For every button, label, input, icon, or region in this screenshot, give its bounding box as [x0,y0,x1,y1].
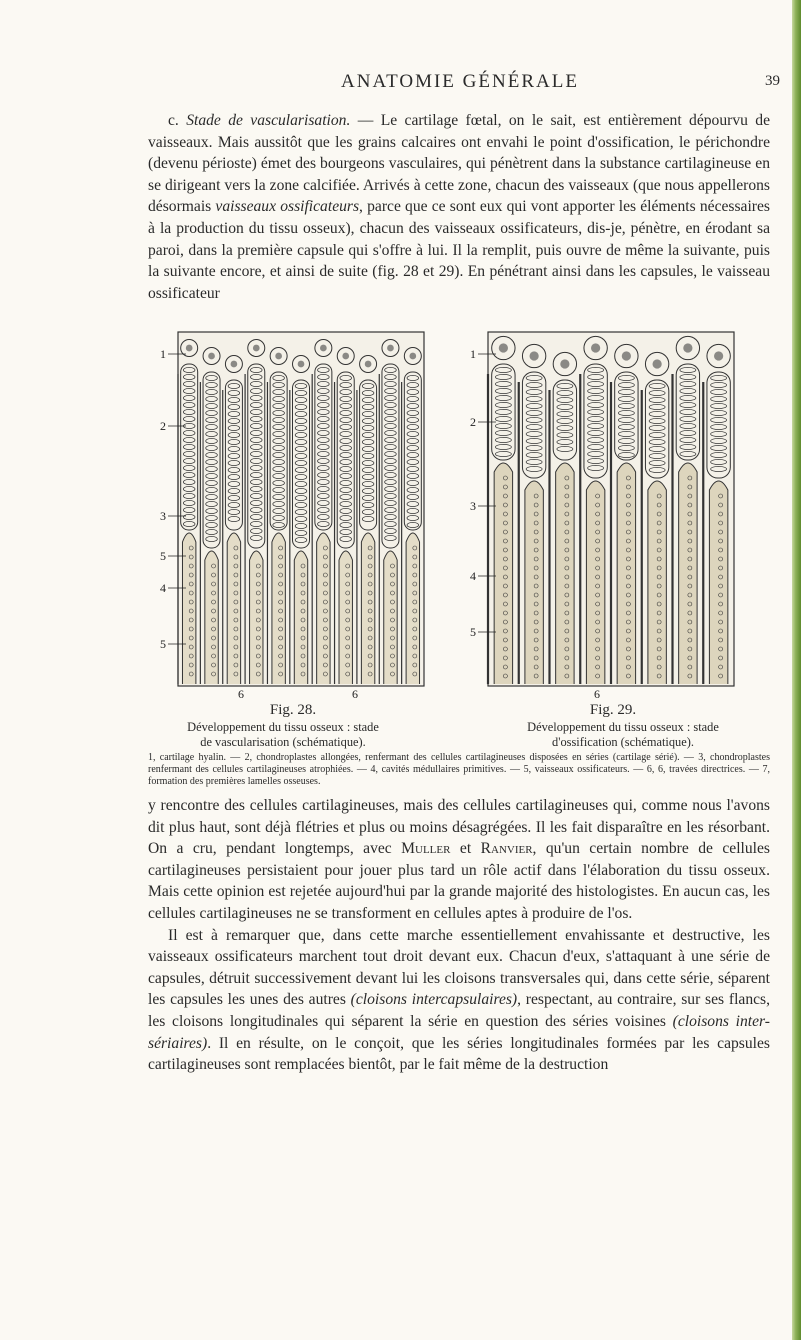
figure-reference-label: 6 [352,687,358,700]
ossifying-vessel [525,481,543,684]
paragraph-3-text-a: Il est à remarquer que, dans cette marche essentiellement envahissante et destructive, les vaisseaux ossificateurs marchent tout droit devant eux. Chacun d'eux, s'attaquant à une série de capsules, détruit successivement devant lui les cloisons transversales qui, dans cette série, séparent les capsules les unes des autres [148,926,770,1009]
cell-nucleus [530,351,539,360]
cell-nucleus [186,345,193,352]
page-number: 39 [765,73,780,89]
section-label: c. [168,112,179,129]
author-muller: Muller [401,840,451,858]
cell-nucleus [714,351,723,360]
paragraph-1-text-b: , parce que ce sont eux qui vont apporter les éléments nécessaires à la production du tissu osseux), chacun des vaisseaux ossificateurs, dis-je, pénètre, en érodant sa paroi, dans la première capsule qui s'offre à lui. Il la remplit, puis ouvre de même la suivante, puis la suivante encore, et ainsi de suite (fig. 28 et 29). En pénétrant ainsi dans les capsules, le vaisseau ossificateur [148,198,770,302]
cell-nucleus [499,343,508,352]
paragraph-1 [148,110,770,304]
figure-29-caption-line-1: Développement du tissu osseux : stade [527,720,719,734]
figure-reference-label: 5 [160,637,166,651]
ossifying-vessel [272,533,285,684]
cell-nucleus [683,343,692,352]
cell-nucleus [231,361,238,368]
body-text-continued [148,795,770,1076]
cell-nucleus [387,345,394,352]
figure-28-illustration [156,330,426,700]
paragraph-3-text-c: . Il en résulte, on le conçoit, que les séries longitudinales formées par les capsules cartilagineuses sont remplacées bientôt, par le fait même de la destruction [148,1034,770,1074]
term-cloisons-interseriaires: (cloisons inter-sériaires) [148,1012,770,1052]
figure-reference-label: 1 [470,347,476,361]
paragraph-2 [148,795,770,925]
figure-legend: 1, cartilage hyalin. — 2, chondroplastes allongées, renfermant des cellules cartilagineuses disposées en séries (cartilage sérié). — 3, chondroplastes renfermant des cellules cartilagineuses atrophiées. — 4, cavités médullaires primitives. — 5, vaisseaux ossificateurs. — 6, 6, travées directrices. — 7, formation des premières lamelles osseuses. [148,752,770,787]
figure-29-caption-line-2: d'ossification (schématique). [552,735,694,749]
figure-reference-label: 3 [470,499,476,513]
figure-28-caption-line-2: de vascularisation (schématique). [200,735,366,749]
cell-nucleus [622,351,631,360]
running-title: ANATOMIE GÉNÉRALE [341,71,579,92]
figure-reference-label: 1 [160,347,166,361]
cell-nucleus [298,361,305,368]
paragraph-3 [148,925,770,1076]
paragraph-2-text-b: et [450,840,481,858]
paragraph-2-text-c: , qu'un certain nombre de cellules cartilagineuses persistaient pour jouer plus tard un rôle actif dans l'élaboration du tissu osseux. Mais cette opinion est rejetée aujourd'hui par la grande majorité des histologistes. En aucun cas, les cellules cartilagineuses ne se transforment en cellules aptes à produire de l'os. [148,840,770,922]
ossifying-vessel [317,533,330,684]
figure-29-illustration [466,330,736,700]
figure-reference-label: 5 [470,625,476,639]
figure-reference-label: 5 [160,549,166,563]
cell-nucleus [320,345,327,352]
cell-nucleus [342,353,349,360]
term-cloisons-intercapsulaires: (cloisons intercapsulaires) [350,991,518,1009]
paragraph-2-text-a: y rencontre des cellules cartilagineuses, mais des cellules cartilagineuses qui, comme nous l'avons dit plus haut, sont déjà flétries et plus ou moins désagrégées. Il les fait disparaître en les résorbant. On a cru, pendant longtemps, avec [148,797,770,858]
cell-nucleus [653,359,662,368]
figure-reference-label: 4 [470,569,476,583]
page-binding-edge [792,0,801,1340]
figure-reference-label: 2 [160,419,166,433]
figure-28-caption-line-1: Développement du tissu osseux : stade [187,720,379,734]
cell-nucleus [365,361,372,368]
figure-29-title: Fig. 29. [589,702,637,718]
figure-28-title: Fig. 28. [269,702,317,718]
figure-28-caption [138,720,428,750]
ossifying-vessel [709,481,727,684]
paragraph-1-text-a: — Le cartilage fœtal, on le sait, est entièrement dépourvu de vaisseaux. Mais aussitôt que les grains calcaires ont envahi le point d'ossification, le périchondre (devenu périoste) émet des bourgeons vasculaires, qui pénètrent dans la substance cartilagineuse en se dirigeant vers la zone calcifiée. Arrivés à cette zone, chacun des vaisseaux (que nous appellerons désormais [148,112,771,216]
figure-reference-label: 3 [160,509,166,523]
ossifying-vessel [648,481,666,684]
term-vaisseaux-ossificateurs: vaisseaux ossificateurs [215,198,360,216]
page-header [150,71,780,97]
figure-reference-label: 6 [594,687,600,700]
ossifying-vessel [406,533,419,684]
figures-area [148,330,770,750]
cell-nucleus [275,353,282,360]
figure-29 [466,330,736,700]
ossifying-vessel [361,533,374,684]
cell-nucleus [591,343,600,352]
author-ranvier: Ranvier [480,840,533,858]
ossifying-vessel [227,533,240,684]
paragraph-vascularisation [148,110,770,304]
section-heading: Stade de vascularisation. [186,112,351,129]
figure-reference-label: 6 [238,687,244,700]
figure-28 [156,330,426,700]
paragraph-3-text-b: , respectant, au contraire, sur ses flancs, les cloisons longitudinales qui séparent la série en question des séries voisines [148,991,771,1030]
cell-nucleus [560,359,569,368]
figure-reference-label: 2 [470,415,476,429]
cell-nucleus [253,345,260,352]
figure-reference-label: 4 [160,581,166,595]
cell-nucleus [208,353,215,360]
ossifying-vessel [586,481,604,684]
cell-nucleus [409,353,416,360]
figure-29-caption [478,720,768,750]
